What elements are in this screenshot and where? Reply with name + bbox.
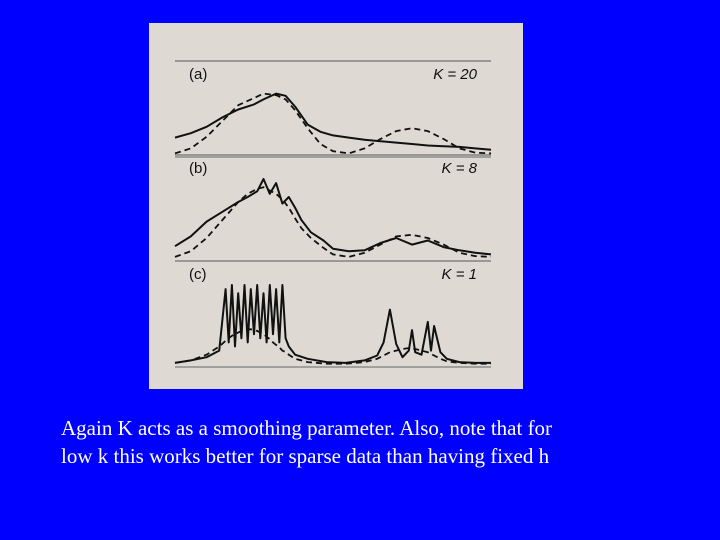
panel-a-k-annotation: K = 20 <box>433 66 477 83</box>
panel-c-k-annotation: K = 1 <box>441 266 477 283</box>
panel-c-label: (c) <box>189 266 207 283</box>
panel-c-dashed-series <box>175 329 491 363</box>
chart-svg <box>149 23 523 389</box>
panel-a-dashed-series <box>175 94 491 154</box>
density-estimation-figure <box>149 23 523 389</box>
slide-caption <box>61 414 701 470</box>
caption-line-1: Again K acts as a smoothing parameter. Also, note that for <box>61 416 553 440</box>
caption-line-2: low k this works better for sparse data than having fixed h <box>61 444 550 468</box>
panel-b-solid-series <box>175 179 491 254</box>
panel-b-label: (b) <box>189 160 208 177</box>
panel-a-solid-series <box>175 94 491 150</box>
panel-b-k-annotation: K = 8 <box>441 160 477 177</box>
panel-c-solid-series <box>175 285 491 363</box>
panel-a-label: (a) <box>189 66 208 83</box>
